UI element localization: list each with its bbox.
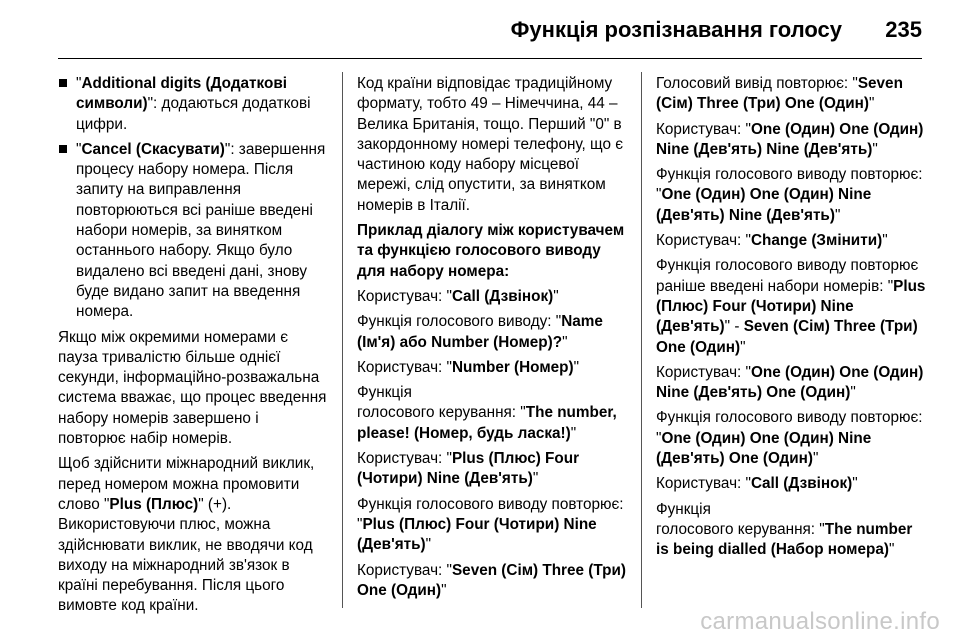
column-2 [357,74,629,606]
dialog-line: Користувач: "One (Один) One (Один) Nine (Дев'ять) One (Один)" [656,363,924,402]
bullet-square-icon [59,79,67,87]
column-1 [58,74,330,622]
header-rule [58,58,922,59]
dialog-line: Функція голосового виводу повторює: "One (Один) One (Один) Nine (Дев'ять) Nine (Дев'ять)" [656,166,923,224]
dialog-line: Функція голосового виводу повторює: "Plus (Плюс) Four (Чотири) Nine (Дев'ять)" [357,495,624,554]
dialog-line: Функція голосового керування: "The number is being dialled (Набор номера)" [656,500,913,559]
paragraph-pause: Якщо між окремими номерами є пауза тривалістю більше однієї секунди, інформаційно-розважальна система вважає, що процес введення набору номерів завершено і повторює набір номерів. [58,328,327,448]
dialog-line: Функція голосового керування: "The number, please! (Номер, будь ласка!)" [357,384,617,442]
dialog-example-heading: Приклад діалогу між користувачем та функцією голосового виводу для набору номера: [357,222,625,280]
dialog-line: Користувач: "Number (Номер)" [357,358,580,376]
command-term: Additional digits (Додаткові символи) [76,75,287,113]
dialog-lines [656,74,928,561]
bullet-item-cancel: "Cancel (Скасувати)": завершення процесу набору номера. Після запиту на виправлення повторюються всі раніше введені набори номерів, за винятком останнього набору. Якщо було видалено всі введені дані, знову буде видано запит на введення номера. [58,140,330,323]
paragraph-international-call: Щоб здійснити міжнародний виклик, перед номером можна промовити слово "Plus (Плюс)" (+). Використовуючи плюс, можна здійснювати виклик, не вводячи код виходу на міжнародний зв'язок в країні перебування. Після цього вимовте код країни. [58,455,315,615]
page-number: 235 [885,17,922,42]
column-divider [342,72,343,608]
dialog-line: Функція голосового виводу: "Name (Ім'я) або Number (Номер)?" [357,313,603,351]
paragraph-country-code: Код країни відповідає традиційному формату, тобто 49 – Німеччина, 44 – Велика Британія, тощо. Перший "0" в закордонному номері телефону, що є частиною коду набору місцевої мережі, слід опустити, за винятком номерів в Італії. [357,75,624,214]
command-term: Cancel (Скасувати) [81,140,225,158]
watermark: carmanualsonline.info [700,608,940,635]
column-3 [656,74,928,566]
dialog-line: Користувач: "One (Один) One (Один) Nine (Дев'ять) Nine (Дев'ять)" [656,120,924,158]
page-title: Функція розпізнавання голосу [510,17,842,42]
bullet-square-icon [59,145,67,153]
dialog-line: Функція голосового виводу повторює раніше введені набори номерів: "Plus (Плюс) Four (Чотири) Nine (Дев'ять)" - Seven (Сім) Three (Три) One (Один)" [656,257,926,356]
dialog-line: Користувач: "Seven (Сім) Three (Три) One (Один)" [357,561,626,599]
column-divider [641,72,642,608]
dialog-line: Функція голосового виводу повторює: "One (Один) One (Один) Nine (Дев'ять) One (Один)" [656,409,923,468]
bullet-item-additional-digits: "Additional digits (Додаткові символи)": додаються додаткові цифри. [58,74,330,135]
dialog-line: Користувач: "Plus (Плюс) Four (Чотири) Nine (Дев'ять)" [357,450,580,488]
dialog-line: Користувач: "Call (Дзвінок)" [357,287,559,305]
dialog-line: Користувач: "Change (Змінити)" [656,232,888,250]
dialog-line: Голосовий вивід повторює: "Seven (Сім) Three (Три) One (Один)" [656,75,903,113]
dialog-line: Користувач: "Call (Дзвінок)" [656,475,858,493]
dialog-lines [357,287,629,601]
page-header [0,0,960,62]
